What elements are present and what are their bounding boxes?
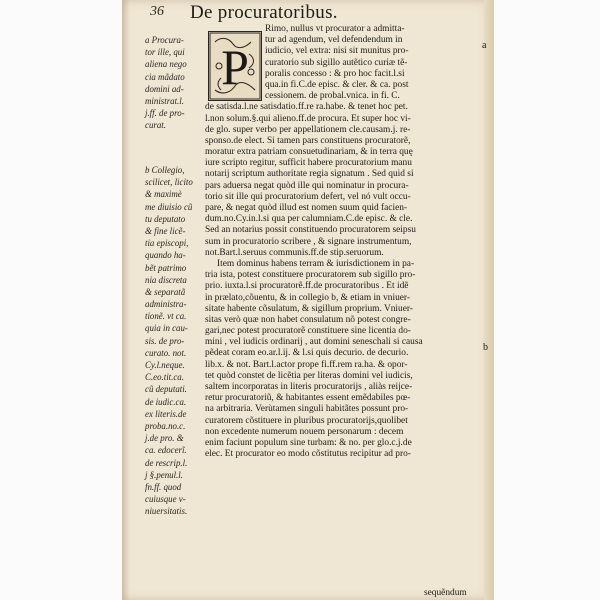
margin-note-line: ministrat.l. [145, 95, 184, 106]
text-line: curatorem cõstituere in pluribus procuratorijs,quolibet [205, 415, 408, 426]
margin-note-line: niuersitatis. [145, 506, 188, 517]
text-line: sitas verò quæ non habet consulatum nõ potest congre- [205, 314, 411, 325]
text-line: in prælato,cõuentu, & in collegio b, & etiam in vniuer- [205, 292, 410, 303]
text-line: sum in procuratorio scribere , & signare instrumentum, [205, 236, 412, 247]
page-edge [484, 0, 494, 600]
text-line: pare, & negat quòd illud est nomen suum quid facien- [205, 203, 408, 213]
text-line: notarij scriptum authoritate regia signatum . Sed quid si [205, 169, 414, 180]
text-line: non excedente numerum nouem personarum : decem [205, 426, 404, 437]
margin-note-a [145, 34, 213, 132]
text-line: cessionem. de probal.vnica. in fi. C. [265, 91, 400, 102]
text-line: dum.no.Cy.in.l.si qua per calumniam.C.de episc. & cle. [205, 214, 413, 225]
margin-note-line: curat. [145, 120, 166, 131]
margin-note-line: nia discreta [145, 274, 187, 285]
margin-note-line: cia mãdato [145, 71, 185, 82]
margin-note-line: j.ff. de pro- [145, 108, 185, 119]
margin-note-line: tionẽ. vt ca. [145, 311, 187, 322]
margin-note-line: ex literis.de [145, 408, 187, 419]
margin-note-line: scilicet, licito [145, 177, 193, 188]
text-line: lib.x. & not. Bart.l.actor prope fi.ff.rem ra.ha. & opor- [205, 359, 408, 370]
margin-note-line: C.eo.tit.ca. [145, 372, 184, 383]
text-line: curatorio sub sigillo autẽtico curiæ tẽ- [265, 57, 408, 68]
margin-note-line: b Collegio, [145, 165, 185, 175]
text-line: gari,nec potest procuratorẽ constituere sine licentia do- [205, 326, 411, 337]
text-line: de glo. super verbo per appellationem cle.causam.j. re- [205, 124, 411, 135]
side-marker-a: a [482, 40, 487, 51]
margin-note-line: ca. edocerĩ. [145, 445, 187, 456]
page-number: 36 [150, 4, 164, 19]
margin-note-b [145, 164, 213, 517]
margin-note-line: a Procura- [145, 35, 184, 45]
text-line: mini , vel iudicis ordinarij , aut domini seneschali si causa [205, 337, 423, 348]
text-line: poralis concesso : & pro hoc facit.l.si [265, 68, 405, 79]
initial-letter: P [221, 39, 249, 95]
text-line: Item dominus habens terram & iurisdictionem in pa- [217, 258, 415, 269]
text-line: torio sit ille qui procuratorium defert, vel nó vult occu- [205, 191, 411, 202]
decorated-initial-p [208, 31, 262, 101]
text-line: enim faciunt populum sine turbam: & no. per glo.c.j.de [205, 437, 412, 448]
margin-note-line: j.de pro. & [145, 433, 184, 444]
text-line: pars aduersa negat quòd ille qui nominatur in procura- [205, 180, 409, 191]
text-line: iudicio, vel extra: nisi sit munitus pro- [265, 46, 409, 57]
margin-note-line: aliena nego [145, 59, 187, 70]
text-line: iure scripto regitur, sufficit habere procuratorium manu [205, 158, 412, 169]
gutter-shadow [122, 0, 130, 600]
catchword: sequẽndum [424, 588, 467, 598]
margin-note-line: & fine licẽ- [145, 225, 186, 236]
text-line: elec. Et procurator eo modo cõstitutus recipitur ad pro- [205, 449, 411, 460]
side-marker-b: b [483, 342, 488, 353]
margin-note-line: tor ille, qui [145, 47, 185, 58]
margin-note-line: bẽt patrimo [145, 262, 187, 273]
margin-note-line: & maximè [145, 189, 182, 200]
margin-note-line: administra- [145, 299, 187, 310]
text-line: sitate habente cõsulatum, & sigillum proprium. Vniuer- [205, 303, 413, 314]
margin-note-line: tu deputato [145, 213, 186, 224]
text-line: de satisda.l.ne satisdatio.ff.re ra.habe. & tenet hoc pet. [205, 102, 408, 113]
text-line: tria ista, potest constituere procuratorem sub sigillo pro- [205, 270, 416, 281]
text-line: sponso.de elect. Si tamen pars constituens procuratorẽ, [205, 135, 411, 146]
text-line: saltem incorporatas in literis procuratorijs , aliàs reijce- [205, 382, 413, 392]
text-line: not.Bart.l.seruus communis.ff.de stip.seruorum. [205, 247, 384, 258]
margin-note-line: proba.no.c. [145, 420, 186, 431]
text-line: Sed an notarius possit constituendo procuratorem seipsu [205, 225, 416, 236]
margin-note-line: de rescrip.l. [145, 457, 188, 468]
margin-note-line: me diuisio cũ [145, 201, 193, 212]
text-line: moratur extra patriam consuetudinariam, & in terra quę [205, 147, 413, 158]
margin-note-line: tia episcopi, [145, 238, 189, 249]
margin-note-line: sis. de pro- [145, 335, 185, 346]
margin-note-line: cuiusque v- [145, 494, 186, 505]
text-line: retur procuratoriũ, & habitantes essent emẽdabiles pœ- [205, 393, 411, 404]
margin-note-line: domini ad- [145, 83, 184, 94]
margin-note-line: quando ha- [145, 250, 186, 261]
margin-note-line: de iudic.ca. [145, 396, 187, 407]
text-line: tet quòd constet de licẽtia per literas domini vel iudicis, [205, 370, 413, 381]
margin-note-line: cũ deputati. [145, 384, 187, 395]
text-line: l.non solum.§.qui alieno.ff.de procura. Et super hoc vi- [205, 113, 411, 124]
margin-note-line: quia in cau- [145, 323, 188, 334]
text-line: prio. iuxta.l.si procuratorẽ.ff.de procuratoribus . Et idẽ [205, 281, 409, 292]
text-line: Rimo, nullus vt procurator a admitta- [265, 24, 405, 34]
text-line: tur ad agendum, vel defendendum in [265, 35, 403, 46]
text-line: na arbitraria. Verùtamen singuli habitãtes possunt pro- [205, 404, 409, 415]
margin-note-line: fn.ff. quod [145, 481, 182, 492]
margin-note-line: & separatã [145, 286, 186, 297]
text-line: qua.in fi.C.de episc. & cler. & ca. post [265, 79, 409, 90]
margin-note-line: curato. not. [145, 347, 187, 358]
margin-note-line: j §.penul.l. [145, 469, 183, 480]
running-head: De procuratoribus. [190, 2, 338, 23]
margin-note-line: Cy.l.neque. [145, 360, 185, 370]
text-line: pẽdeat coram eo.ar.l.ij. & l.si quis decurio. de decurio. [205, 348, 409, 359]
